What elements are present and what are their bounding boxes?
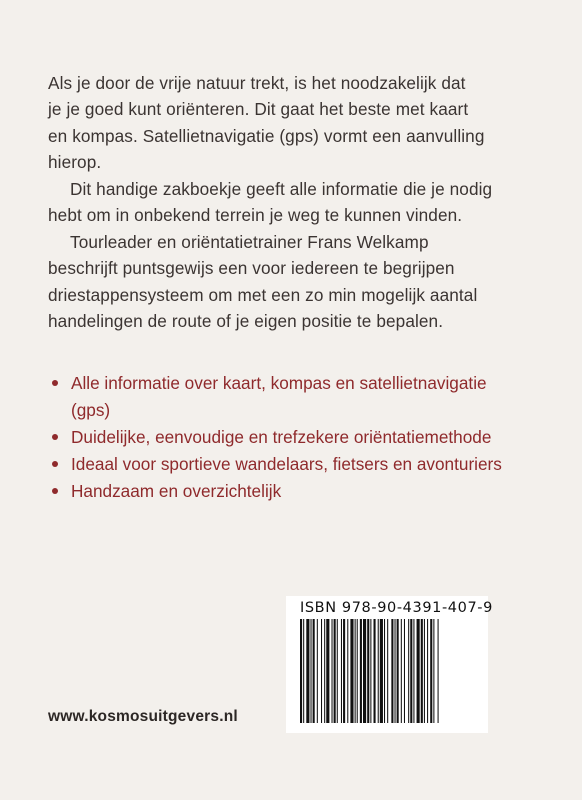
barcode-bar <box>421 619 423 723</box>
barcode-bar <box>380 619 383 723</box>
author-line-3: driestappensysteem om met een zo min mogelijk aantal <box>48 284 478 305</box>
intro-line-1: Als je door de vrije natuur trekt, is het noodzakelijk dat <box>48 73 466 93</box>
barcode-bar <box>350 619 353 723</box>
author-line-1: Tourleader en oriëntatietrainer Frans Welkamp <box>70 232 429 252</box>
barcode-bar <box>387 619 388 723</box>
barcode-bar <box>360 619 362 723</box>
intro-paragraph <box>48 70 548 176</box>
bullet-dot-icon <box>52 461 58 467</box>
barcode-bar <box>355 619 356 723</box>
barcode-bar <box>433 619 434 723</box>
bullet-dot-icon <box>52 380 58 386</box>
feature-text: Duidelijke, eenvoudige en trefzekere oriëntatiemethode <box>71 427 492 447</box>
barcode-bar <box>337 619 338 723</box>
barcode-bar <box>413 619 414 723</box>
barcode-bar <box>424 619 425 723</box>
intro-line-4: hierop. <box>48 152 102 173</box>
barcode-bar <box>317 619 318 723</box>
barcode-bar <box>370 619 371 723</box>
feature-item <box>52 478 552 505</box>
barcode-bar <box>347 619 348 723</box>
barcode-bar <box>334 619 336 723</box>
barcode-bar <box>391 619 393 723</box>
barcode-bar <box>427 619 428 723</box>
barcode-bar <box>438 619 439 723</box>
isbn-number: ISBN 978-90-4391-407-9 <box>300 600 493 616</box>
barcode-bar <box>401 619 402 723</box>
barcode-panel <box>286 596 493 733</box>
author-paragraph <box>48 229 548 335</box>
barcode-bar <box>363 619 366 723</box>
feature-text: Ideaal voor sportieve wandelaars, fietsers en avonturiers <box>71 454 502 474</box>
bullet-dot-icon <box>52 488 58 494</box>
barcode-image <box>300 619 474 723</box>
bullet-dot-icon <box>52 434 58 440</box>
author-line-2: beschrijft puntsgewijs een voor iedereen te begrijpen <box>48 258 455 279</box>
barcode-bar <box>384 619 385 723</box>
barcode-bar <box>430 619 432 723</box>
barcode-bar <box>303 619 304 723</box>
author-line-4: handelingen de route of je eigen positie te bepalen. <box>48 311 444 332</box>
barcode-bar <box>306 619 309 723</box>
intro-line-3: en kompas. Satellietnavigatie (gps) vormt een aanvulling <box>48 125 485 146</box>
description-line-1: Dit handige zakboekje geeft alle informatie die je nodig <box>70 179 493 199</box>
feature-text-continued: (gps) <box>71 400 111 420</box>
publisher-website: www.kosmosuitgevers.nl <box>48 708 238 725</box>
barcode-bar <box>343 619 345 723</box>
feature-list <box>52 370 552 505</box>
barcode-bar <box>324 619 325 723</box>
feature-text: Alle informatie over kaart, kompas en satellietnavigatie <box>71 373 487 393</box>
description-line-2: hebt om in onbekend terrein je weg te kunnen vinden. <box>48 205 463 226</box>
barcode-bar <box>332 619 333 723</box>
barcode-bar <box>397 619 399 723</box>
barcode-bar <box>311 619 312 723</box>
description-paragraph <box>48 176 548 229</box>
intro-line-2: je je goed kunt oriënteren. Dit gaat het beste met kaart <box>48 99 469 120</box>
barcode-bar <box>321 619 322 723</box>
barcode-bar <box>408 619 409 723</box>
feature-item <box>52 370 552 424</box>
feature-item <box>52 451 552 478</box>
barcode-bar <box>410 619 412 723</box>
barcode-bar <box>378 619 379 723</box>
barcode-bar <box>341 619 342 723</box>
barcode-bar <box>404 619 405 723</box>
barcode-bar <box>395 619 396 723</box>
barcode-bar <box>357 619 358 723</box>
feature-text: Handzaam en overzichtelijk <box>71 481 282 501</box>
barcode-bar <box>367 619 369 723</box>
barcode-bar <box>374 619 376 723</box>
barcode-bar <box>417 619 420 723</box>
barcode-bar <box>326 619 329 723</box>
barcode-bar <box>300 619 302 723</box>
feature-item <box>52 424 552 451</box>
barcode-bar <box>313 619 315 723</box>
